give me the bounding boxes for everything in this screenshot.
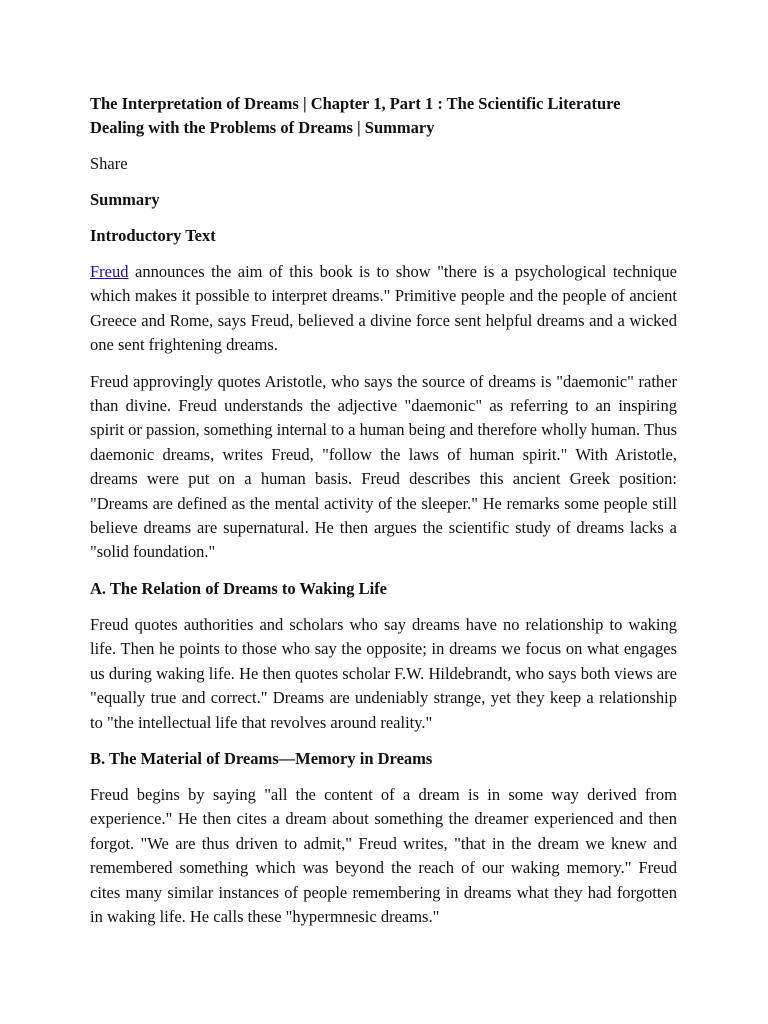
section-b-paragraph: Freud begins by saying "all the content of a dream is in some way derived from experience." He then cites a dream about something the dreamer experienced and then forgot. "We are thus driven to admit," Freud writes, "that in the dream we knew and remembered something which was beyond the reach of our waking memory." Freud cites many similar instances of people remembering in dreams what they had forgotten in waking life. He calls these "hypermnesic dreams." [90,784,677,926]
share-link[interactable]: Share [90,154,128,173]
document-page [90,92,677,941]
intro-heading: Introductory Text [90,226,216,245]
intro-paragraph-2: Freud approvingly quotes Aristotle, who says the source of dreams is "daemonic" rather than divine. Freud understands the adjective "daemonic" as referring to an inspiring spirit or passion, something internal to a human being and therefore wholly human. Thus daemonic dreams, writes Freud, "follow the laws of human spirit." With Aristotle, dreams were put on a human basis. Freud describes this ancient Greek position: "Dreams are defined as the mental activity of the sleeper." He remarks some people still believe dreams are supernatural. He then argues the scientific study of dreams lacks a "solid foundation." [90,371,677,562]
section-a-heading: A. The Relation of Dreams to Waking Life [90,578,388,598]
freud-link[interactable]: Freud [90,262,129,281]
section-b-heading: B. The Material of Dreams—Memory in Dreams [90,748,433,768]
summary-heading: Summary [90,190,160,209]
section-a-paragraph: Freud quotes authorities and scholars who say dreams have no relationship to waking life. Then he points to those who say the opposite; in dreams we focus on what engages us during waking life. He then quotes scholar F.W. Hildebrandt, who says both views are "equally true and correct." Dreams are undeniably strange, yet they keep a relationship to "the intellectual life that revolves around reality." [90,614,677,732]
intro-paragraph-1 [90,260,677,358]
document-title: The Interpretation of Dreams | Chapter 1, Part 1 : The Scientific Literature Dealing with the Problems of Dreams | Summary [90,94,621,137]
intro-paragraph-1-text: announces the aim of this book is to show "there is a psychological technique which makes it possible to interpret dreams." Primitive people and the people of ancient Greece and Rome, says Freud, believed a divine force sent helpful dreams and a wicked one sent frightening dreams. [90,262,677,355]
